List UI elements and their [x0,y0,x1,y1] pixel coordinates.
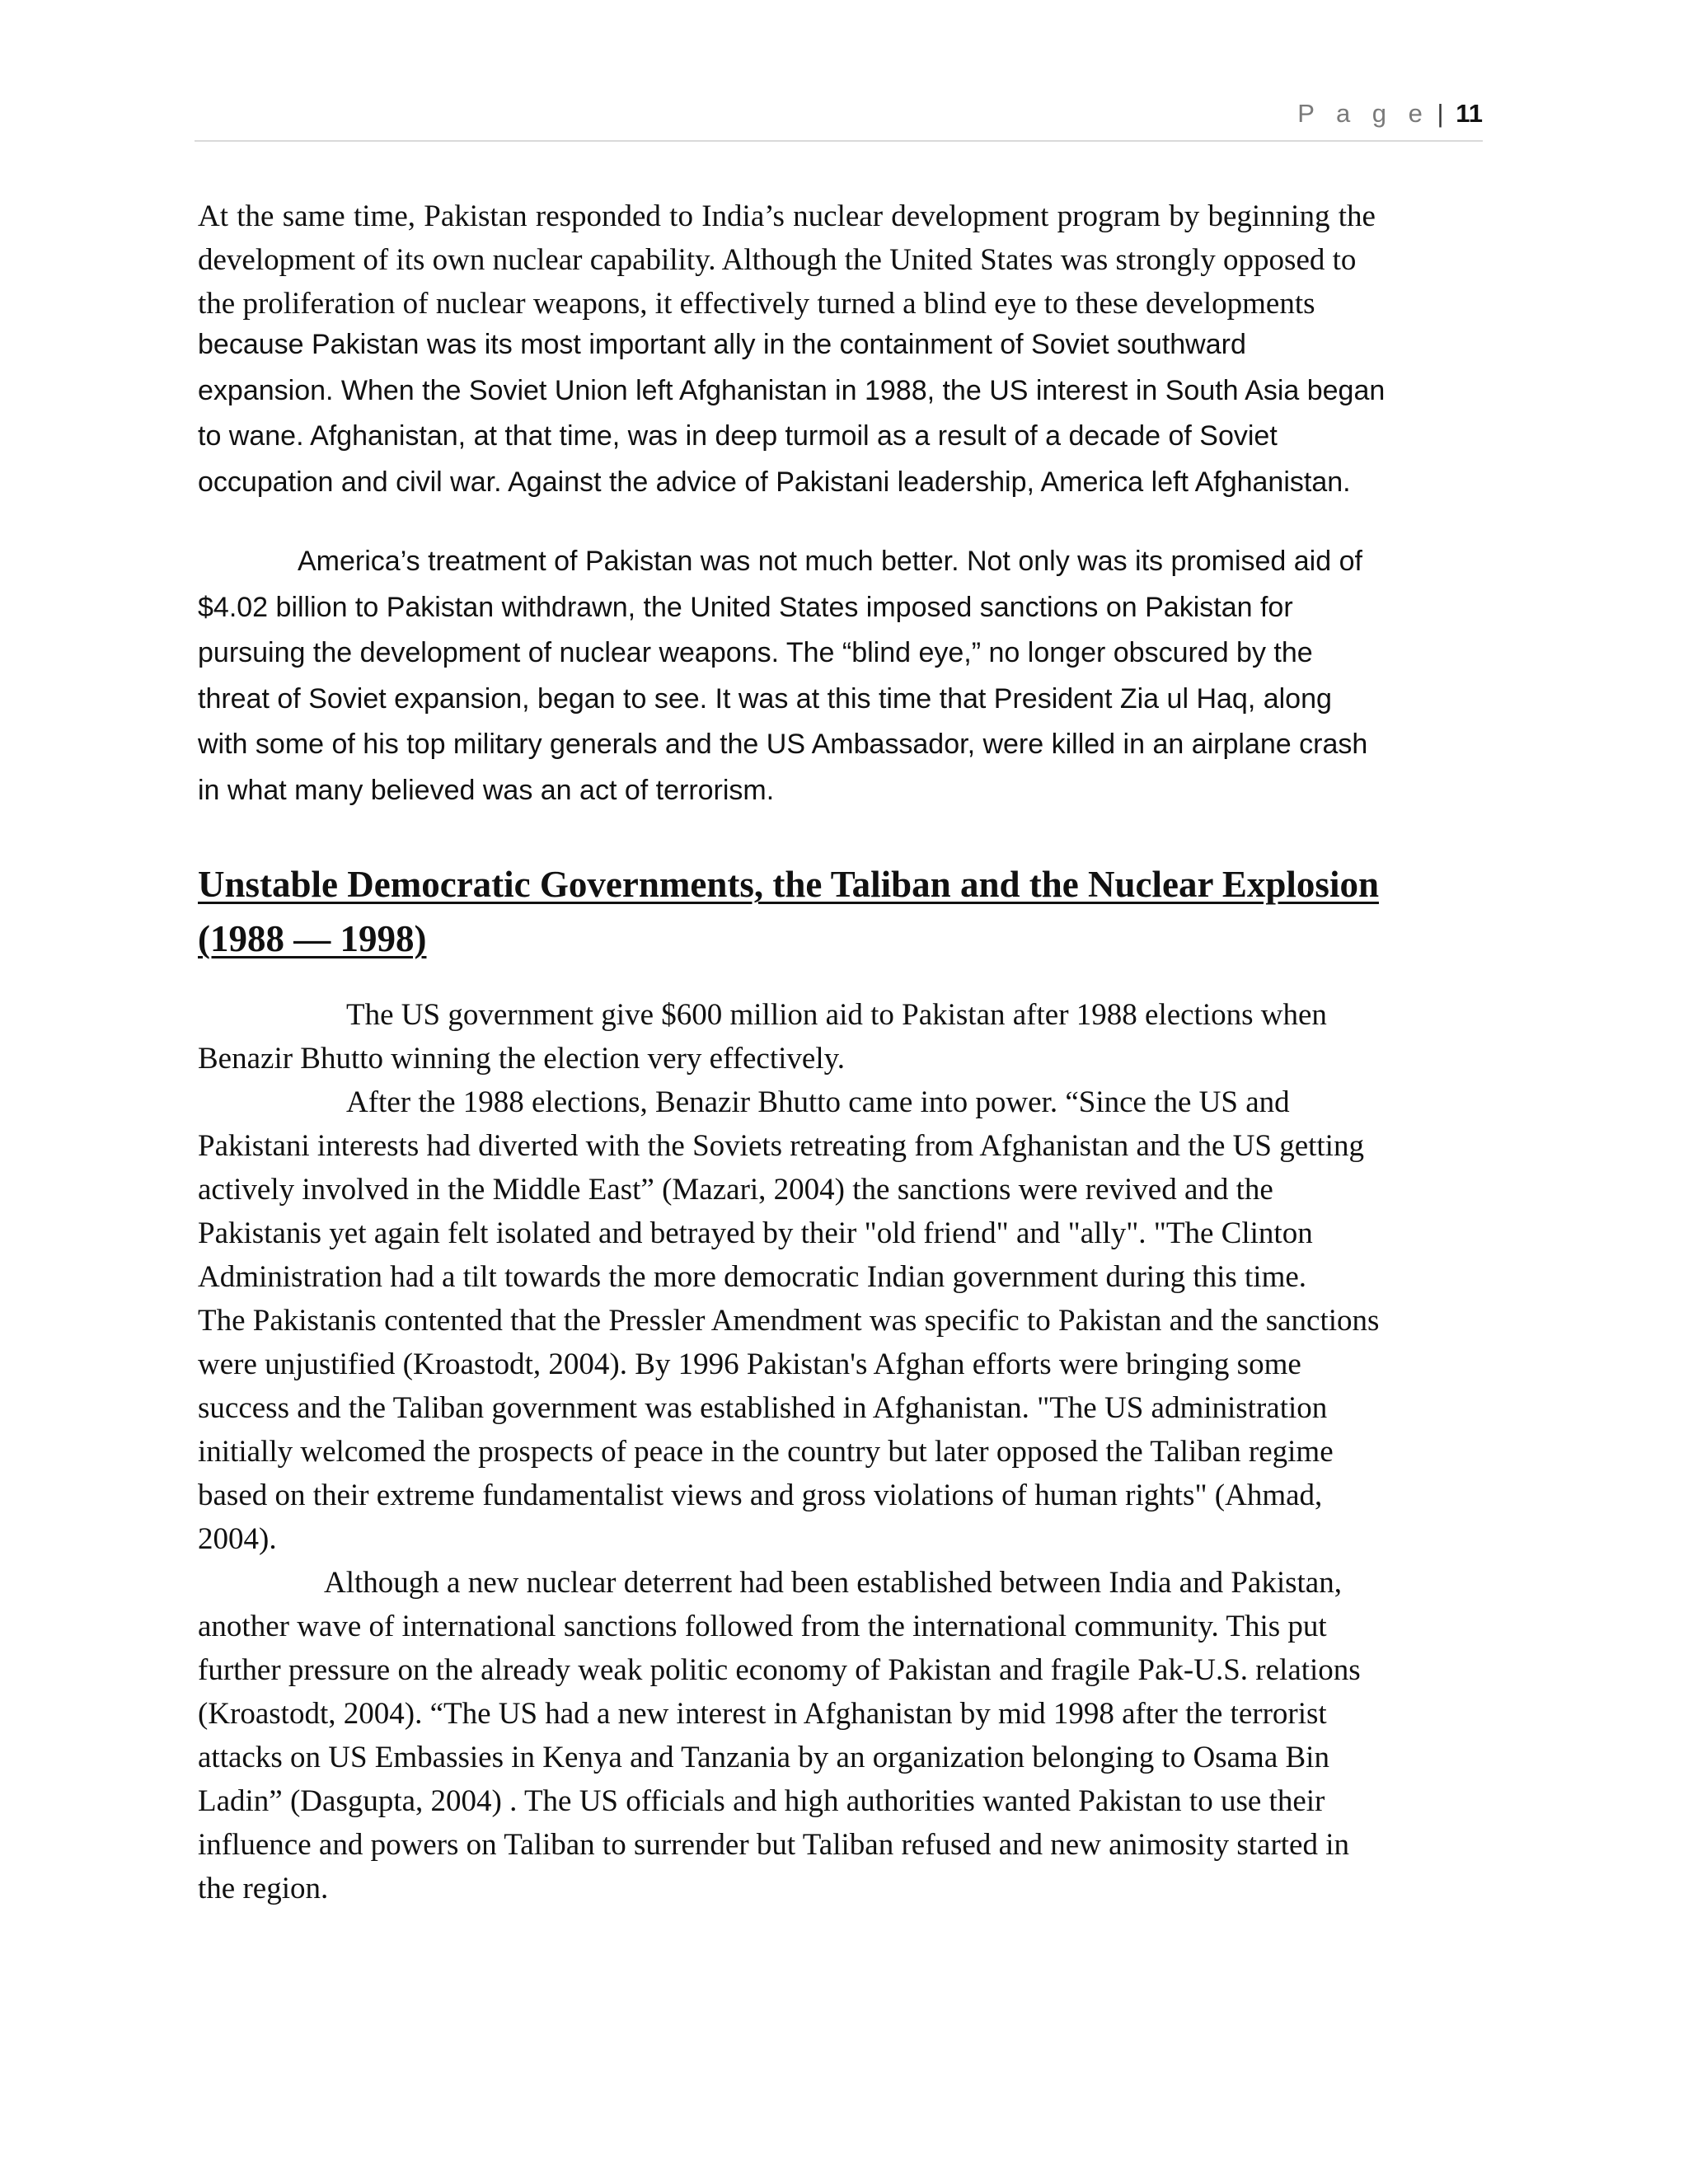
paragraph-line: After the 1988 elections, Benazir Bhutto came into power. “Since the US and [346,1085,1290,1119]
paragraph-1 [198,194,1484,326]
paragraph-line: attacks on US Embassies in Kenya and Tanzania by an organization belonging to Osama Bin [198,1741,1329,1774]
paragraph-line: 2004). [198,1522,277,1556]
paragraph-line: expansion. When the Soviet Union left Afghanistan in 1988, the US interest in South Asia began [198,374,1386,406]
paragraph-line: to wane. Afghanistan, at that time, was in deep turmoil as a result of a decade of Soviet [198,420,1278,452]
paragraph-line: America’s treatment of Pakistan was not much better. Not only was its promised aid of [298,546,1362,577]
paragraph-line: the region. [198,1872,329,1905]
paragraph-3 [198,993,1484,1080]
paragraph-line: actively involved in the Middle East” (Mazari, 2004) the sanctions were revived and the [198,1173,1273,1207]
paragraph-line: success and the Taliban government was established in Afghanistan. "The US administration [198,1391,1328,1425]
paragraph-line: were unjustified (Kroastodt, 2004). By 1996 Pakistan's Afghan efforts were bringing some [198,1347,1301,1381]
paragraph-line: another wave of international sanctions followed from the international community. This put [198,1610,1327,1643]
paragraph-line: with some of his top military generals and the US Ambassador, were killed in an airplane crash [198,729,1368,760]
section-heading-line: Unstable Democratic Governments, the Taliban and the Nuclear Explosion [198,864,1379,905]
paragraph-2 [198,539,1484,813]
paragraph-line: occupation and civil war. Against the advice of Pakistani leadership, America left Afghanistan. [198,466,1351,498]
paragraph-line: Pakistani interests had diverted with the Soviets retreating from Afghanistan and the US getting [198,1129,1364,1163]
paragraph-line: threat of Soviet expansion, began to see. It was at this time that President Zia ul Haq, along [198,682,1332,715]
page-header [195,97,1483,142]
section-heading-line: (1988 — 1998) [198,918,427,959]
paragraph-line: At the same time, Pakistan responded to India’s nuclear development program by beginning the [198,199,1376,233]
paragraph-line: based on their extreme fundamentalist views and gross violations of human rights" (Ahmad, [198,1479,1323,1512]
page-separator: | [1437,99,1444,128]
page-number-value: 11 [1456,99,1483,128]
paragraph-line: The US government give $600 million aid to Pakistan after 1988 elections when [346,998,1327,1032]
paragraph-line: The Pakistanis contented that the Pressler Amendment was specific to Pakistan and the sanctions [198,1304,1380,1338]
paragraph-line: Ladin” (Dasgupta, 2004) . The US officials and high authorities wanted Pakistan to use their [198,1784,1325,1818]
paragraph-line: because Pakistan was its most important ally in the containment of Soviet southward [198,329,1246,360]
paragraph-line: pursuing the development of nuclear weapons. The “blind eye,” no longer obscured by the [198,637,1313,668]
paragraph-5 [198,1561,1484,1910]
paragraph-line: (Kroastodt, 2004). “The US had a new interest in Afghanistan by mid 1998 after the terrorist [198,1697,1327,1731]
paragraph-line: development of its own nuclear capability. Although the United States was strongly opposed to [198,243,1357,277]
paragraph-line: $4.02 billion to Pakistan withdrawn, the United States imposed sanctions on Pakistan for [198,591,1293,623]
paragraph-4 [198,1080,1484,1561]
paragraph-line: Pakistanis yet again felt isolated and betrayed by their "old friend" and "ally". "The Clinton [198,1216,1313,1250]
paragraph-line: further pressure on the already weak politic economy of Pakistan and fragile Pak-U.S. relations [198,1653,1361,1687]
paragraph-line: influence and powers on Taliban to surrender but Taliban refused and new animosity started in [198,1828,1350,1862]
paragraph-line: Benazir Bhutto winning the election very effectively. [198,1042,845,1076]
section-heading [198,857,1517,966]
paragraph-line: initially welcomed the prospects of peace in the country but later opposed the Taliban regime [198,1435,1334,1469]
paragraph-line: in what many believed was an act of terrorism. [198,774,775,806]
page-number [1297,99,1483,129]
paragraph-line: Administration had a tilt towards the more democratic Indian government during this time. [198,1260,1307,1294]
paragraph-1-continued [198,322,1484,505]
paragraph-line: Although a new nuclear deterrent had been established between India and Pakistan, [324,1566,1342,1600]
page-label: P a g e [1297,99,1430,128]
paragraph-line: the proliferation of nuclear weapons, it effectively turned a blind eye to these developments [198,287,1315,321]
